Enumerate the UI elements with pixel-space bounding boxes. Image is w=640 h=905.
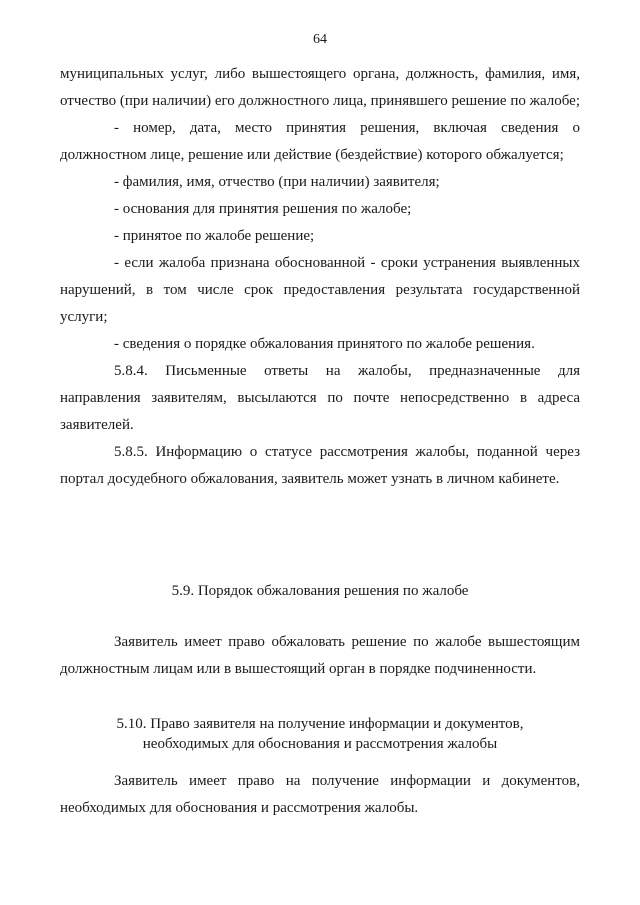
section-heading-5-10-line1: 5.10. Право заявителя на получение информации и документов, [116,716,524,732]
list-item-appeal-procedure: - сведения о порядке обжалования принятого по жалобе решения. [114,336,535,352]
body-text [60,61,580,493]
section-5-9-body [60,629,580,683]
list-item-decision: - принятое по жалобе решение; [114,228,315,244]
paragraph-5-9: Заявитель имеет право обжаловать решение по жалобе вышестоящим должностным лицам или в вышестоящий орган в порядке подчиненности. [60,634,580,677]
list-item-grounds: - основания для принятия решения по жалобе; [114,201,412,217]
list-item-applicant-name: - фамилия, имя, отчество (при наличии) заявителя; [114,174,440,190]
list-item-decision-details: - номер, дата, место принятия решения, включая сведения о должностном лице, решение или действие (бездействие) которого обжалуется; [60,120,580,163]
paragraph-5-8-5: 5.8.5. Информацию о статусе рассмотрения жалобы, поданной через портал досудебного обжалования, заявитель может узнать в личном кабинете. [60,444,580,487]
page-number: 64 [313,32,327,47]
section-5-10-body [60,768,580,822]
paragraph-5-8-4: 5.8.4. Письменные ответы на жалобы, предназначенные для направления заявителям, высылаются по почте непосредственно в адреса заявителей. [60,363,580,433]
section-heading-5-9: 5.9. Порядок обжалования решения по жалобе [171,583,469,599]
section-heading-5-10 [60,714,580,754]
section-heading-5-10-line2: необходимых для обоснования и рассмотрения жалобы [142,736,498,752]
paragraph-continuation: муниципальных услуг, либо вышестоящего органа, должность, фамилия, имя, отчество (при наличии) его должностного лица, принявшего решение по жалобе; [60,66,580,109]
paragraph-5-10: Заявитель имеет право на получение информации и документов, необходимых для обоснования и рассмотрения жалобы. [60,773,580,816]
list-item-remediation-terms: - если жалоба признана обоснованной - сроки устранения выявленных нарушений, в том числе срок предоставления результата государственной услуги; [60,255,580,325]
